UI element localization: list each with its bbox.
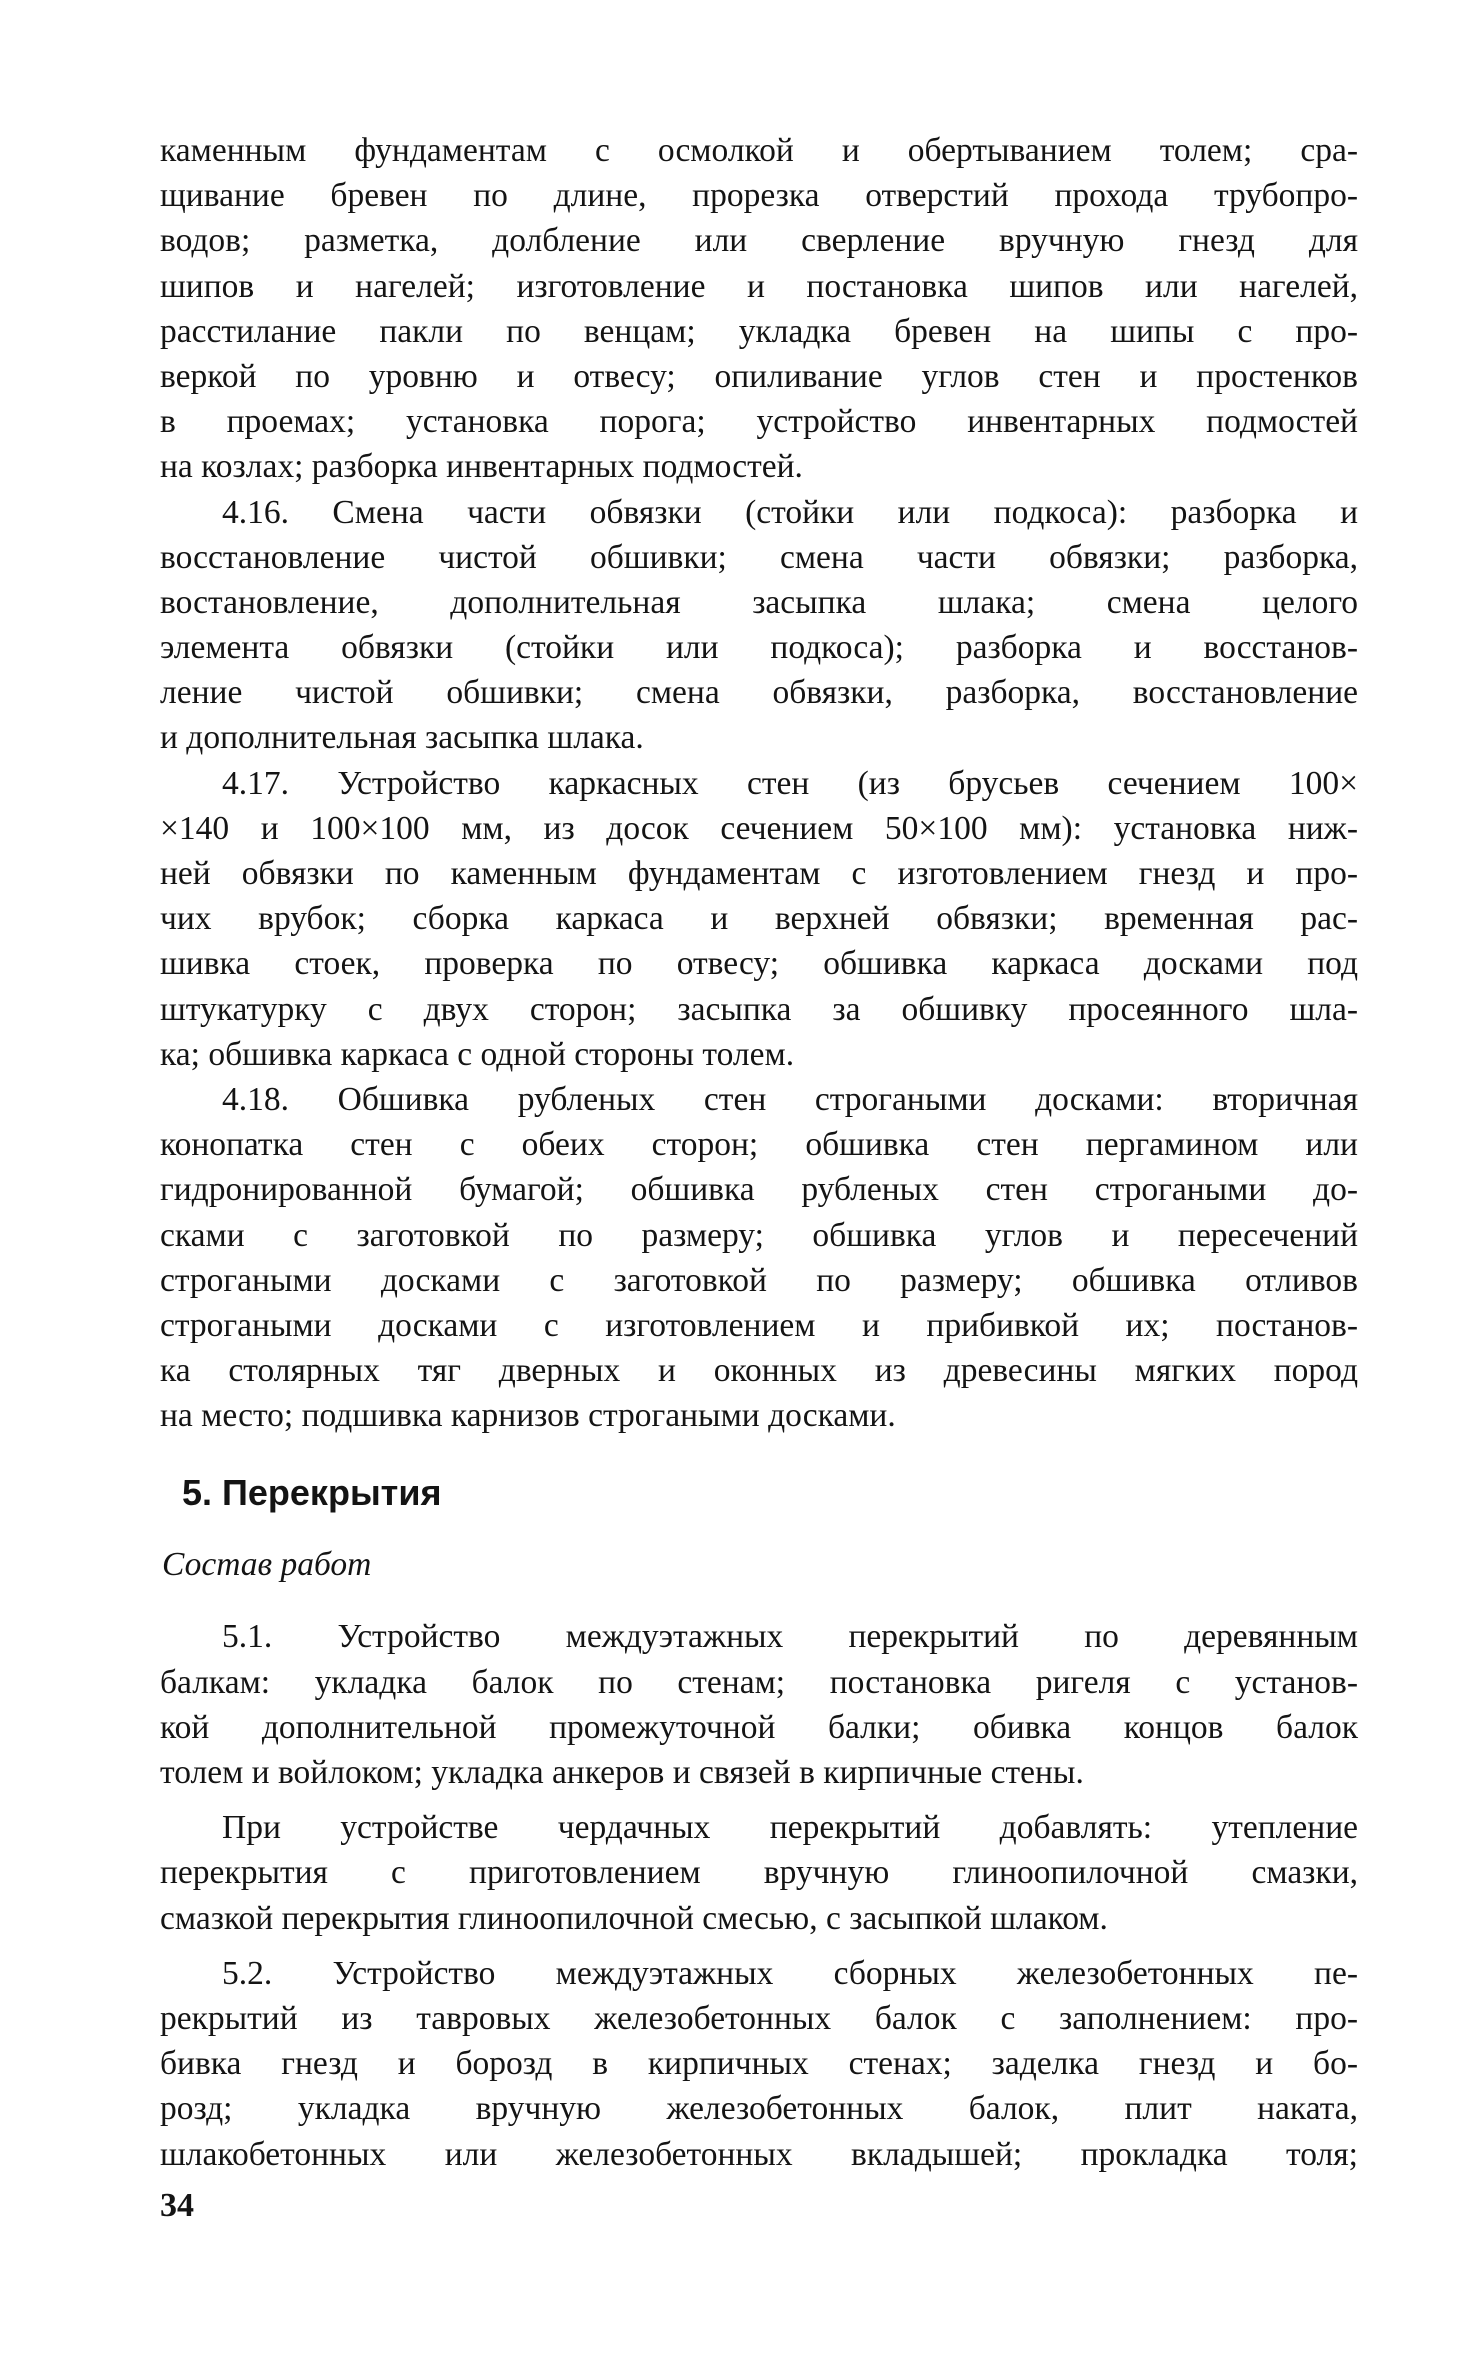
text-line: ×140 и 100×100 мм, из досок сечением 50×100 мм): установка ниж- — [160, 809, 1358, 847]
text-line: При устройстве чердачных перекрытий добавлять: утепление — [222, 1809, 1358, 1847]
text-line: строгаными досками с изготовлением и прибивкой их; постанов- — [160, 1306, 1358, 1344]
section-subtitle: Состав работ — [162, 1546, 372, 1584]
text-line: 4.18. Обшивка рубленых стен строгаными досками: вторичная — [222, 1080, 1358, 1118]
text-line: балкам: укладка балок по стенам; постановка ригеля с установ- — [160, 1663, 1358, 1701]
text-line: штукатурку с двух сторон; засыпка за обшивку просеянного шла- — [160, 990, 1358, 1028]
paragraph-4-18 — [160, 1077, 1358, 1439]
text-line: в проемах; установка порога; устройство инвентарных подмостей — [160, 403, 1358, 441]
text-line: шипов и нагелей; изготовление и постановка шипов или нагелей, — [160, 267, 1358, 305]
text-line: толем и войлоком; укладка анкеров и связей в кирпичные стены. — [160, 1754, 1084, 1791]
text-line: чих врубок; сборка каркаса и верхней обвязки; временная рас- — [160, 900, 1358, 938]
text-line: конопатка стен с обеих сторон; обшивка стен пергамином или — [160, 1126, 1358, 1164]
section-title: 5. Перекрытия — [182, 1472, 442, 1514]
text-line: смазкой перекрытия глиноопилочной смесью, с засыпкой шлаком. — [160, 1899, 1108, 1937]
text-line: и дополнительная засыпка шлака. — [160, 719, 644, 757]
paragraph-5-1 — [160, 1614, 1358, 1795]
text-line: веркой по уровню и отвесу; опиливание углов стен и простенков — [160, 357, 1358, 395]
text-line: гидронированной бумагой; обшивка рубленых стен строгаными до- — [160, 1171, 1358, 1209]
paragraph-attic-floors — [160, 1805, 1358, 1941]
text-line: шлакобетонных или железобетонных вкладышей; прокладка толя; — [160, 2135, 1358, 2173]
text-line: ление чистой обшивки; смена обвязки, разборка, восстановление — [160, 674, 1358, 712]
text-line: розд; укладка вручную железобетонных балок, плит наката, — [160, 2090, 1358, 2128]
text-line: кой дополнительной промежуточной балки; обивка концов балок — [160, 1708, 1358, 1746]
text-line: строгаными досками с заготовкой по размеру; обшивка отливов — [160, 1261, 1358, 1299]
paragraph-4-16 — [160, 490, 1358, 761]
text-line: сками с заготовкой по размеру; обшивка углов и пересечений — [160, 1216, 1358, 1254]
text-line: восстановление чистой обшивки; смена части обвязки; разборка, — [160, 538, 1358, 576]
text-line: рекрытий из тавровых железобетонных балок с заполнением: про- — [160, 1999, 1358, 2037]
text-line: на козлах; разборка инвентарных подмостей. — [160, 448, 803, 486]
text-line: 5.2. Устройство междуэтажных сборных железобетонных пе- — [222, 1954, 1358, 1992]
text-line: щивание бревен по длине, прорезка отверстий прохода трубопро- — [160, 177, 1358, 215]
text-line: 4.17. Устройство каркасных стен (из брусьев сечением 100× — [222, 764, 1358, 802]
text-line: ней обвязки по каменным фундаментам с изготовлением гнезд и про- — [160, 855, 1358, 892]
page-number: 34 — [160, 2187, 194, 2224]
text-line: бивка гнезд и борозд в кирпичных стенах; заделка гнезд и бо- — [160, 2045, 1358, 2083]
paragraph-continuation — [160, 128, 1358, 490]
text-line: шивка стоек, проверка по отвесу; обшивка каркаса досками под — [160, 945, 1358, 983]
text-line: перекрытия с приготовлением вручную глиноопилочной смазки, — [160, 1854, 1358, 1892]
text-line: 5.1. Устройство междуэтажных перекрытий по деревянным — [222, 1618, 1358, 1656]
text-line: водов; разметка, долбление или сверление вручную гнезд для — [160, 222, 1358, 260]
text-line: ка; обшивка каркаса с одной стороны толем. — [160, 1035, 795, 1073]
paragraph-5-2 — [160, 1951, 1358, 2177]
text-line: элемента обвязки (стойки или подкоса); разборка и восстанов- — [160, 629, 1358, 667]
text-line: 4.16. Смена части обвязки (стойки или подкоса): разборка и — [222, 493, 1358, 531]
text-line: ка столярных тяг дверных и оконных из древесины мягких пород — [160, 1352, 1358, 1390]
text-line: расстилание пакли по венцам; укладка бревен на шипы с про- — [160, 312, 1358, 350]
text-line: востановление, дополнительная засыпка шлака; смена целого — [160, 583, 1358, 621]
paragraph-4-17 — [160, 761, 1358, 1077]
page-body — [160, 128, 1358, 2177]
text-line: каменным фундаментам с осмолкой и обертыванием толем; сра- — [160, 132, 1358, 169]
text-line: на место; подшивка карнизов строгаными досками. — [160, 1397, 896, 1435]
